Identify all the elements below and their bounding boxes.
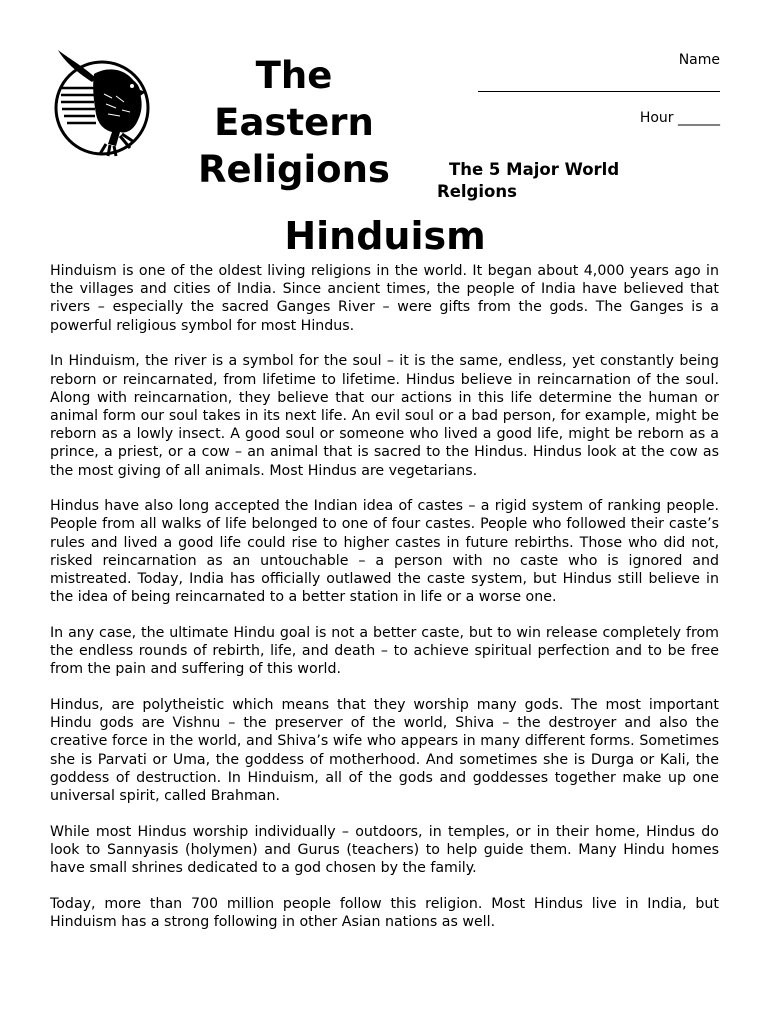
paragraph: Hindus have also long accepted the Indian idea of castes – a rigid system of ranking people. People from all walks of life belonged to one of four castes. People who followed their caste’s rules and lived a good life could rise to higher castes in future rebirths. Those who did not, risked reincarnation as an untouchable – a person with no caste who is ignored and mistreated. Today, India has officially outlawed the caste system, but Hindus still believe in the idea of being reincarnated to a better station in life or a worse one. bbox=[50, 498, 719, 606]
page-heading: Hinduism bbox=[284, 214, 486, 258]
subtitle bbox=[437, 159, 619, 203]
paragraph: Hindus, are polytheistic which means that they worship many gods. The most important Hindu gods are Vishnu – the preserver of the world, Shiva – the destroyer and also the creative force in the world, and Shiva’s wife who appears in many different forms. Sometimes she is Parvati or Uma, the goddess of motherhood. And sometimes she is Durga or Kali, the goddess of destruction. In Hinduism, all of the gods and goddesses together make up one universal spirit, called Brahman. bbox=[50, 697, 719, 805]
student-info bbox=[478, 52, 720, 126]
paragraph: In any case, the ultimate Hindu goal is not a better caste, but to win release completely from the endless rounds of rebirth, life, and death – to achieve spiritual perfection and to be free from the pain and suffering of this world. bbox=[50, 624, 719, 678]
title-line-3: Religions bbox=[198, 148, 390, 191]
article-body bbox=[50, 262, 719, 949]
eagle-logo bbox=[50, 48, 154, 163]
title-line-2: Eastern bbox=[214, 101, 374, 144]
paragraph: Today, more than 700 million people follow this religion. Most Hindus live in India, but Hinduism has a strong following in other Asian nations as well. bbox=[50, 895, 719, 931]
eagle-icon bbox=[50, 48, 154, 163]
hour-label: Hour ______ bbox=[639, 110, 720, 126]
name-blank-line[interactable] bbox=[478, 90, 720, 92]
title-line-1: The bbox=[255, 54, 333, 97]
subtitle-line-1: The 5 Major World bbox=[449, 160, 620, 179]
paragraph: Hinduism is one of the oldest living religions in the world. It began about 4,000 years ago in the villages and cities of India. Since ancient times, the people of India have believed that rivers – especially the sacred Ganges River – were gifts from the gods. The Ganges is a powerful religious symbol for most Hindus. bbox=[50, 263, 719, 334]
unit-title bbox=[180, 52, 408, 193]
paragraph: In Hinduism, the river is a symbol for the soul – it is the same, endless, yet constantly being reborn or reincarnated, from lifetime to lifetime. Hindus believe in reincarnation of the soul. Along with reincarnation, they believe that our actions in this life determine the human or animal form our soul takes in its next life. An evil soul or a bad person, for example, might be reborn as a lowly insect. A good soul or someone who lived a good life, might be reborn as a prince, a priest, or a cow – an animal that is sacred to the Hindus. Hindus look at the cow as the most giving of all animals. Most Hindus are vegetarians. bbox=[50, 353, 719, 479]
name-label: Name bbox=[678, 52, 720, 68]
paragraph: While most Hindus worship individually – outdoors, in temples, or in their home, Hindus do look to Sannyasis (holymen) and Gurus (teachers) to help guide them. Many Hindu homes have small shrines dedicated to a god chosen by the family. bbox=[50, 823, 719, 877]
subtitle-line-2: Relgions bbox=[437, 182, 517, 201]
